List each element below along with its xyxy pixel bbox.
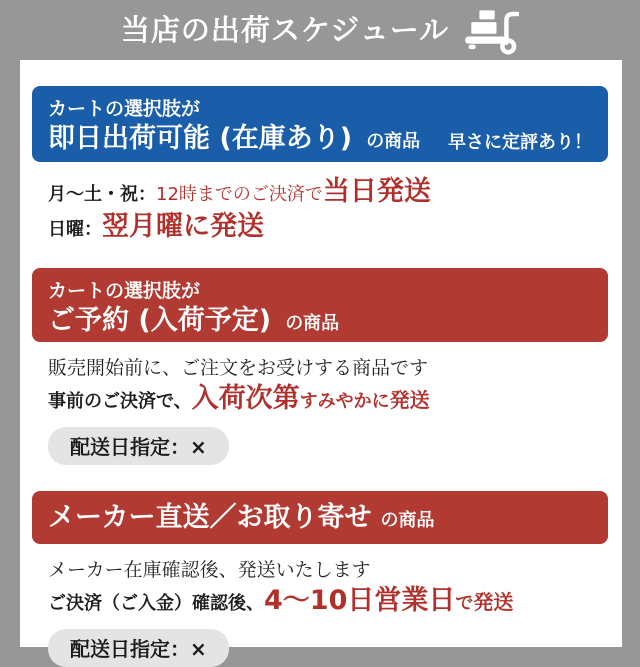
preorder-highlight: 入荷次第 — [191, 383, 300, 414]
banner-direct-suffix: の商品 — [380, 510, 435, 531]
preorder-delivery-date-badge: 配送日指定：× — [48, 427, 229, 465]
direct-result: 発送 — [473, 590, 514, 614]
banner-in-stock-highlight: 即日出荷可能 (在庫あり) — [48, 123, 353, 154]
banner-direct — [32, 491, 608, 544]
header — [0, 0, 640, 60]
in-stock-shipping-rules — [48, 176, 622, 246]
page-title: 当店の出荷スケジュール — [120, 13, 450, 47]
weekday-shipping-line — [48, 176, 622, 210]
preorder-result: 発送 — [389, 388, 430, 412]
preorder-shipping-line — [48, 382, 622, 418]
banner-direct-highlight: メーカー直送／お取り寄せ — [48, 502, 372, 533]
direct-highlight: 4〜10日営業日 — [264, 585, 456, 616]
banner-preorder-highlight: ご予約 (入荷予定) — [48, 305, 272, 336]
banner-preorder — [32, 268, 608, 342]
direct-delivery-date-badge: 配送日指定：× — [48, 629, 229, 667]
hand-truck-icon — [465, 9, 519, 55]
banner-in-stock-subtitle: カートの選択肢が — [48, 98, 201, 120]
sunday-shipping-line — [48, 210, 622, 246]
weekday-result: 当日発送 — [322, 176, 431, 207]
direct-description: メーカー在庫確認後、発送いたします — [48, 559, 371, 581]
preorder-description: 販売開始前に、ご注文をお受けする商品です — [48, 357, 429, 379]
direct-pill-row — [48, 629, 622, 667]
direct-label: ご決済（ご入金）確認後、 — [48, 593, 264, 614]
banner-preorder-main — [48, 305, 592, 340]
speed-reputation-badge: 早さに定評あり！ — [448, 132, 592, 153]
content-panel — [20, 60, 622, 661]
direct-shipping-rules — [48, 556, 622, 620]
direct-shipping-line — [48, 584, 622, 620]
preorder-middle: すみやかに — [299, 391, 390, 412]
direct-middle: で — [455, 593, 474, 614]
banner-preorder-suffix: の商品 — [285, 313, 340, 334]
sunday-label: 日曜： — [48, 219, 102, 240]
banner-in-stock-suffix: の商品 — [366, 131, 421, 152]
weekday-label: 月〜土・祝： — [48, 184, 156, 205]
banner-in-stock — [32, 86, 608, 162]
weekday-condition: 12時までのご決済で — [156, 184, 323, 205]
preorder-shipping-rules — [48, 354, 622, 418]
preorder-pill-row — [48, 427, 622, 465]
sunday-result: 翌月曜に発送 — [102, 211, 264, 242]
banner-preorder-subtitle: カートの選択肢が — [48, 280, 201, 302]
preorder-label: 事前のご決済で、 — [48, 391, 192, 412]
